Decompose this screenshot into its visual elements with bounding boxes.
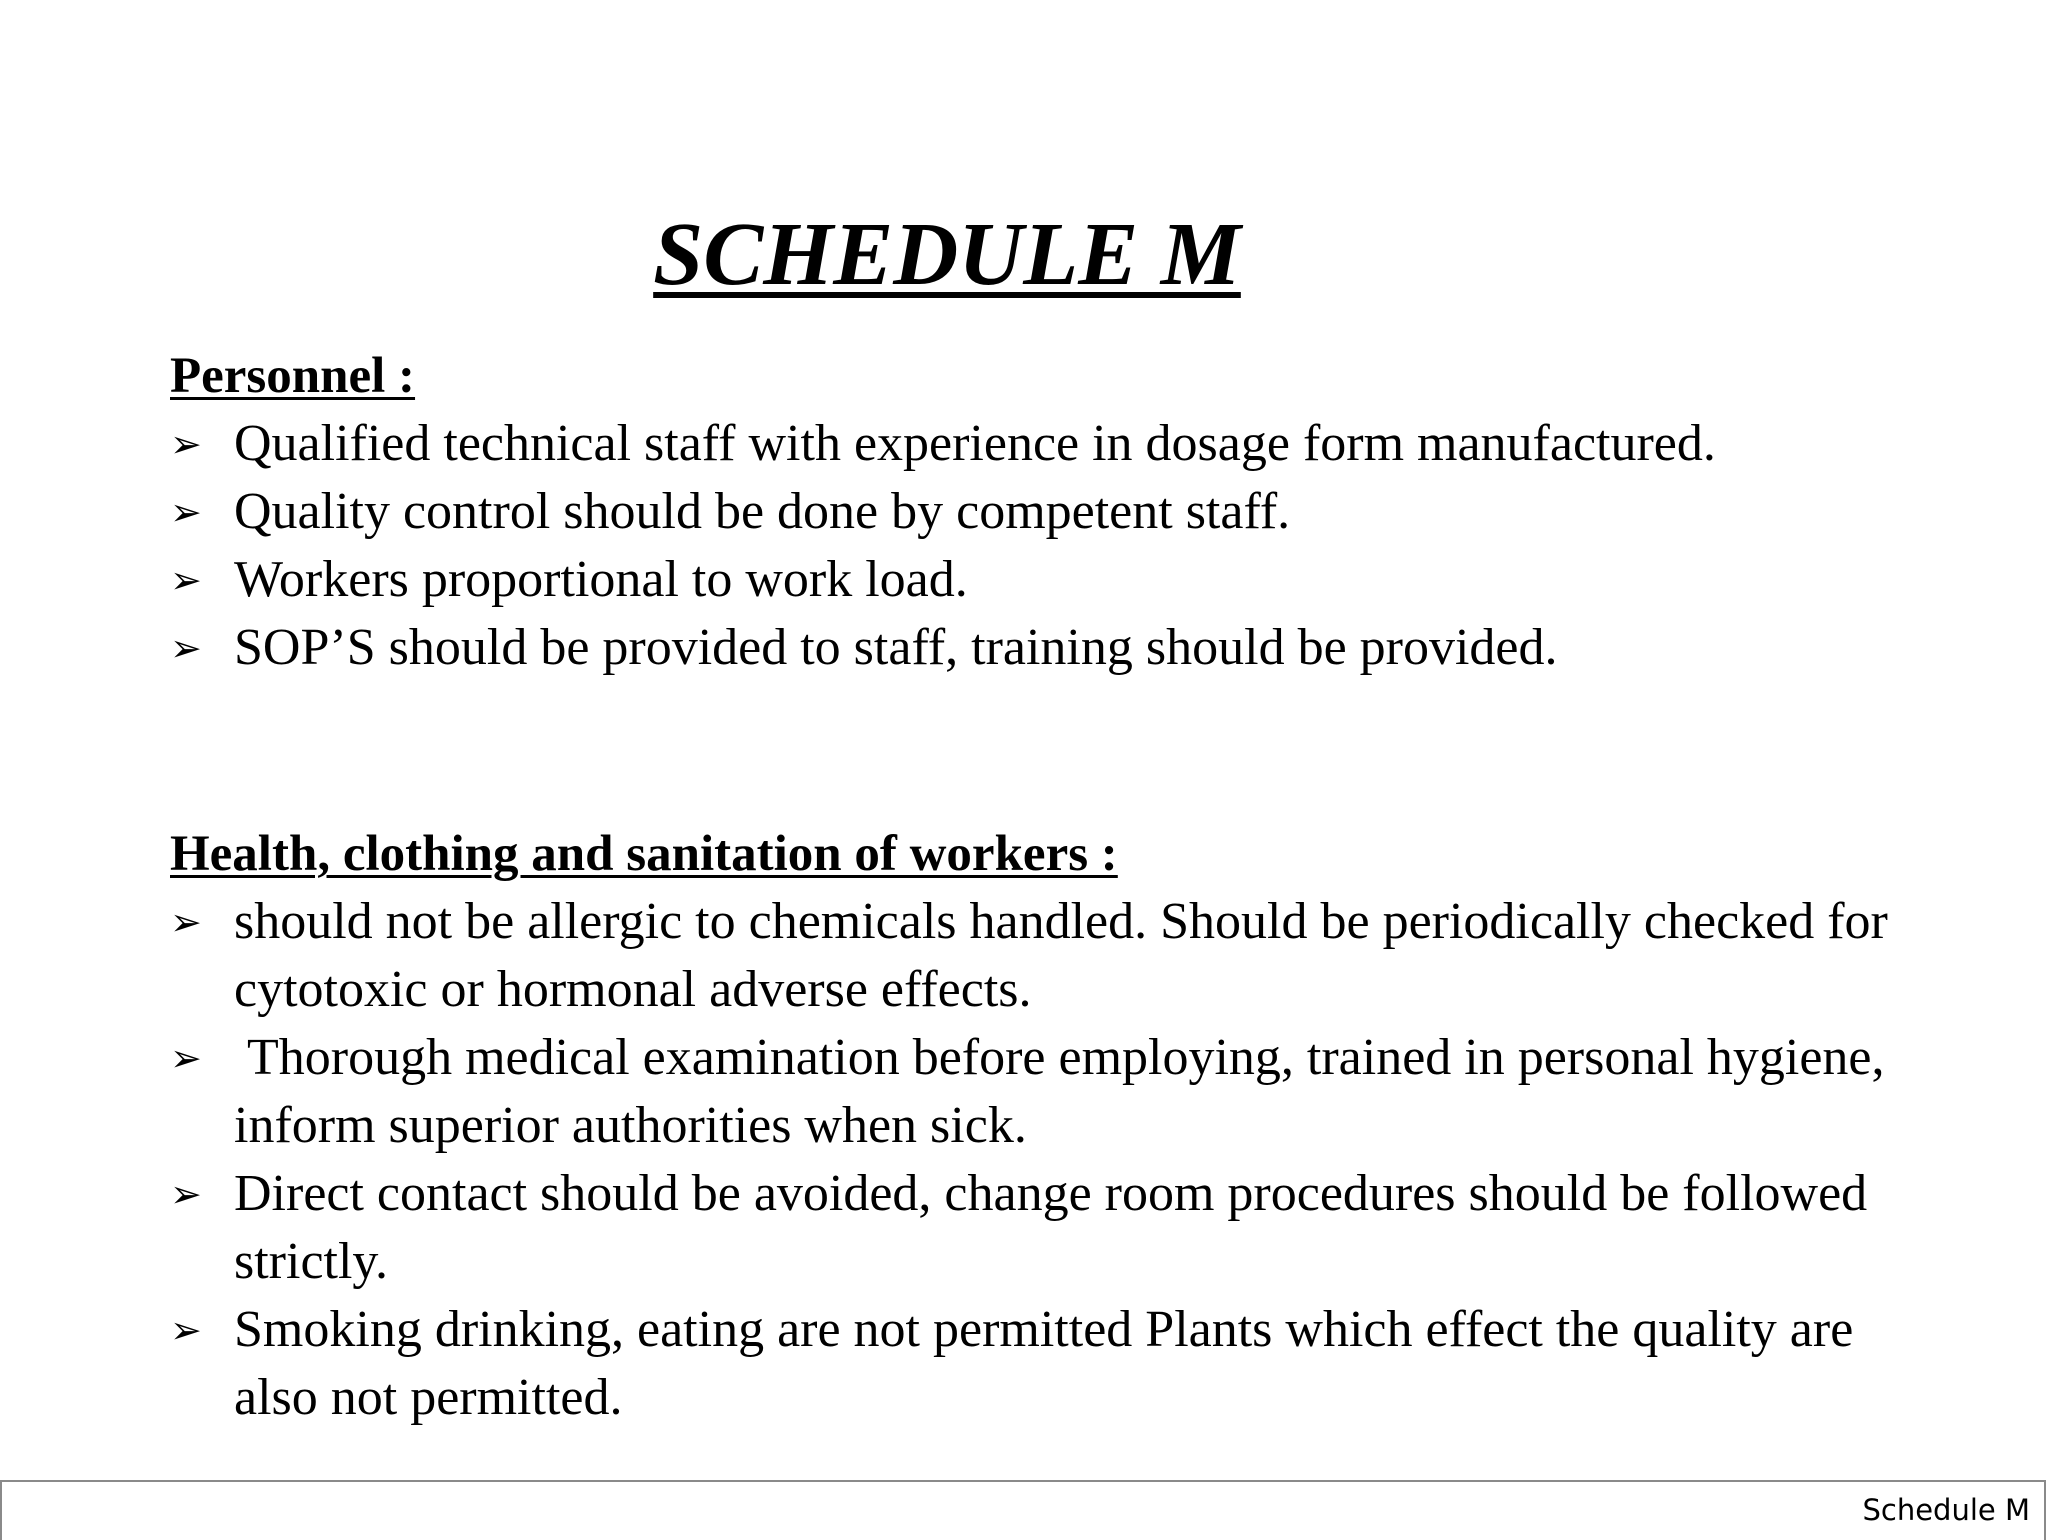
list-item-text: Qualified technical staff with experience in dosage form manufactured. — [234, 415, 1716, 472]
list-item — [170, 1160, 1890, 1296]
list-item — [170, 888, 1890, 1024]
list-item — [170, 1024, 1898, 1160]
arrow-bullet-icon: ➢ — [170, 1308, 202, 1352]
footer-label: Schedule M — [1862, 1493, 2030, 1527]
personnel-bullet-list — [170, 410, 1890, 682]
arrow-bullet-icon: ➢ — [170, 626, 202, 670]
section-heading-health: Health, clothing and sanitation of workers : — [170, 826, 1118, 882]
section-personnel — [170, 342, 1890, 682]
list-item-text: Thorough medical examination before employing, trained in personal hygiene, inform superior authorities when sick. — [234, 1029, 1898, 1154]
list-item — [170, 546, 1890, 614]
list-item-text: Smoking drinking, eating are not permitted Plants which effect the quality are also not permitted. — [234, 1301, 1854, 1426]
list-item — [170, 1296, 1890, 1432]
arrow-bullet-icon: ➢ — [170, 1036, 202, 1080]
footer-bar — [0, 1480, 2046, 1540]
arrow-bullet-icon: ➢ — [170, 1172, 202, 1216]
arrow-bullet-icon: ➢ — [170, 490, 202, 534]
list-item-text: Quality control should be done by competent staff. — [234, 483, 1291, 540]
list-item — [170, 614, 1890, 682]
section-heading-personnel: Personnel : — [170, 348, 416, 404]
arrow-bullet-icon: ➢ — [170, 900, 202, 944]
list-item-text: should not be allergic to chemicals handled. Should be periodically checked for cytotoxic or hormonal adverse effects. — [234, 893, 1888, 1018]
list-item-text: Direct contact should be avoided, change room procedures should be followed strictly. — [234, 1165, 1868, 1290]
list-item — [170, 410, 1890, 478]
list-item — [170, 478, 1890, 546]
list-item-text: Workers proportional to work load. — [234, 551, 968, 608]
slide-title: SCHEDULE M — [653, 205, 1241, 304]
arrow-bullet-icon: ➢ — [170, 558, 202, 602]
section-health-clothing-sanitation — [170, 820, 1898, 1432]
list-item-text: SOP’S should be provided to staff, training should be provided. — [234, 619, 1558, 676]
arrow-bullet-icon: ➢ — [170, 422, 202, 466]
health-bullet-list — [170, 888, 1898, 1432]
